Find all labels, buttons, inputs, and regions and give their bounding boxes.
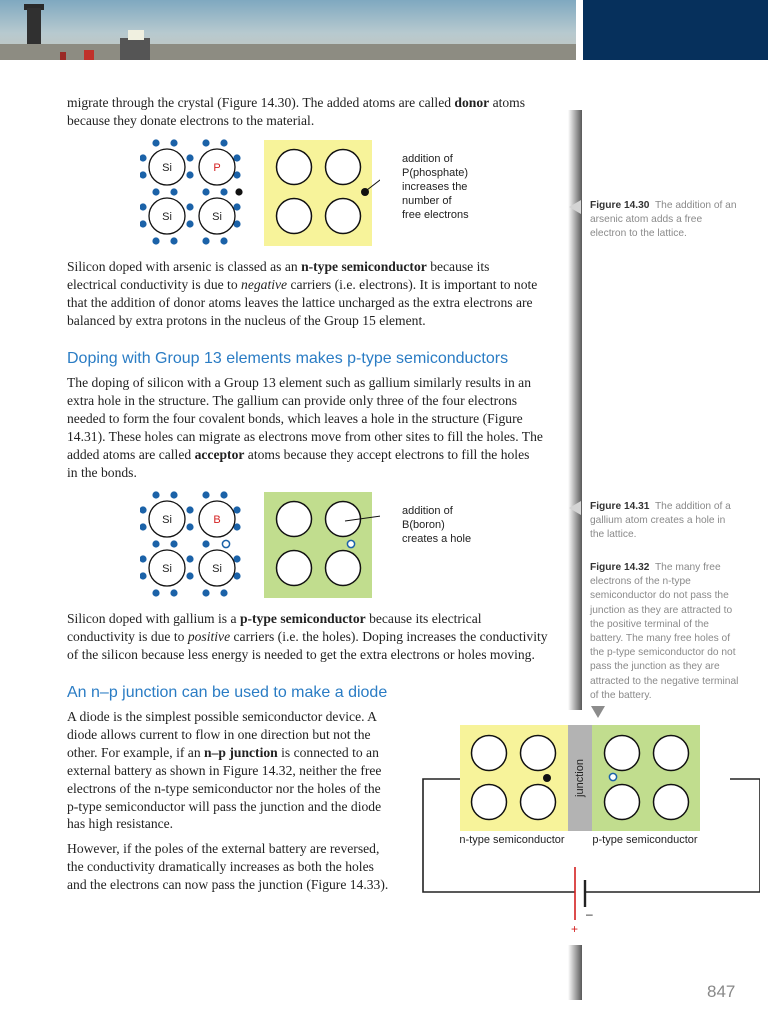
section-heading-ptype: Doping with Group 13 elements makes p-type semiconductors: [67, 350, 509, 367]
reverse-paragraph: However, if the poles of the external battery are reversed, the conductivity dramatically increases as both the holes and the electrons can now pass the junction (Figure 14.33).: [67, 841, 389, 892]
header-photo-illustration: [0, 0, 576, 60]
hole-marker: [222, 540, 229, 547]
diode-paragraph: A diode is the simplest possible semiconductor device. A diode allows current to flow in one direction but not the other. For example, if an n–p junction is connected to an external battery as shown in Figure 14.32, neither the free electrons of the n-type semiconductor nor the holes of the p-type semiconductor will pass the junction and the diode has high resistance.: [67, 709, 382, 832]
figure-14-30-caption: Figure 14.30 The addition of an arsenic atom adds a free electron to the lattice.: [590, 200, 737, 240]
figure-14-31-caption: Figure 14.31 The addition of a gallium atom creates a hole in the lattice.: [590, 501, 731, 541]
battery-negative-label: –: [586, 907, 593, 921]
free-electron-dot: [543, 774, 551, 782]
hole-marker: [347, 540, 354, 547]
atom-label: Si: [212, 211, 222, 223]
atom-label: Si: [162, 211, 172, 223]
figure-14-32-diagram: [420, 722, 760, 942]
intro-paragraph: migrate through the crystal (Figure 14.30). The added atoms are called donor atoms because they donate electrons to the material.: [67, 95, 526, 128]
junction-label: junction: [574, 759, 586, 797]
battery-symbol: [575, 867, 585, 920]
atom-lattice-ntype: [140, 139, 243, 244]
atom-lattice-ptype: [140, 491, 241, 596]
figure-14-31-diagram: [140, 487, 380, 602]
hole-marker: [609, 773, 616, 780]
ntype-paragraph: Silicon doped with arsenic is classed as an n-type semiconductor because its electrical conductivity is due to negative carriers (i.e. electrons). It is important to note that the addition of donor atoms leaves the lattice uncharged as the extra electrons are balanced by extra protons in the nucleus of the Group 15 element.: [67, 259, 538, 328]
header-photo-banner: [0, 0, 576, 60]
dopant-atom-label: B: [213, 514, 221, 526]
ptype-paragraph: Silicon doped with gallium is a p-type semiconductor because its electrical conductivity is due to positive carriers (i.e. the holes). Doping increases the conductivity of the silicon because less energy is needed to get the extra electrons or holes moving.: [67, 611, 548, 662]
ptype-label: p-type semiconductor: [592, 834, 698, 846]
header-accent-block: [583, 0, 768, 60]
battery-positive-label: +: [571, 922, 579, 936]
figure-14-30-label: addition of P(phosphate) increases the number of free electrons: [402, 153, 469, 221]
ptype-lattice-block: [264, 492, 380, 598]
section-heading-diode: An n–p junction can be used to make a diode: [67, 684, 388, 701]
ntype-lattice-block: [264, 140, 380, 246]
atom-label: Si: [212, 563, 222, 575]
dopant-atom-label: P: [213, 162, 221, 174]
figure-14-32-caption: Figure 14.32 The many free electrons of the n-type semiconductor do not pass the junction as they are attracted to the positive terminal of the battery. The many free holes of the p-type semiconductor do not pass the junction as they are attracted to the negative terminal of the battery.: [590, 562, 739, 701]
caption-pointer-icon: [569, 200, 581, 214]
figure-14-30-diagram: [140, 135, 380, 250]
caption-pointer-down-icon: [591, 706, 605, 718]
ntype-label: n-type semiconductor: [459, 834, 565, 846]
page-gutter-shadow-bottom: [568, 945, 582, 1000]
atom-label: Si: [162, 162, 172, 174]
doping-paragraph: The doping of silicon with a Group 13 element such as gallium similarly results in an extra hole in the structure. The gallium can provide only three of the four electrons needed to form the four covalent bonds, which leaves a hole in the structure (Figure 14.31). These holes can migrate as electrons move from other sites to fill the holes. The added atoms are called acceptor atoms because they accept electrons to fill the holes in the bonds.: [67, 375, 543, 480]
atom-label: Si: [162, 514, 172, 526]
page-number: 847: [707, 982, 736, 1001]
atom-label: Si: [162, 563, 172, 575]
figure-14-31-label: addition of B(boron) creates a hole: [402, 505, 472, 545]
caption-pointer-icon: [569, 501, 581, 515]
